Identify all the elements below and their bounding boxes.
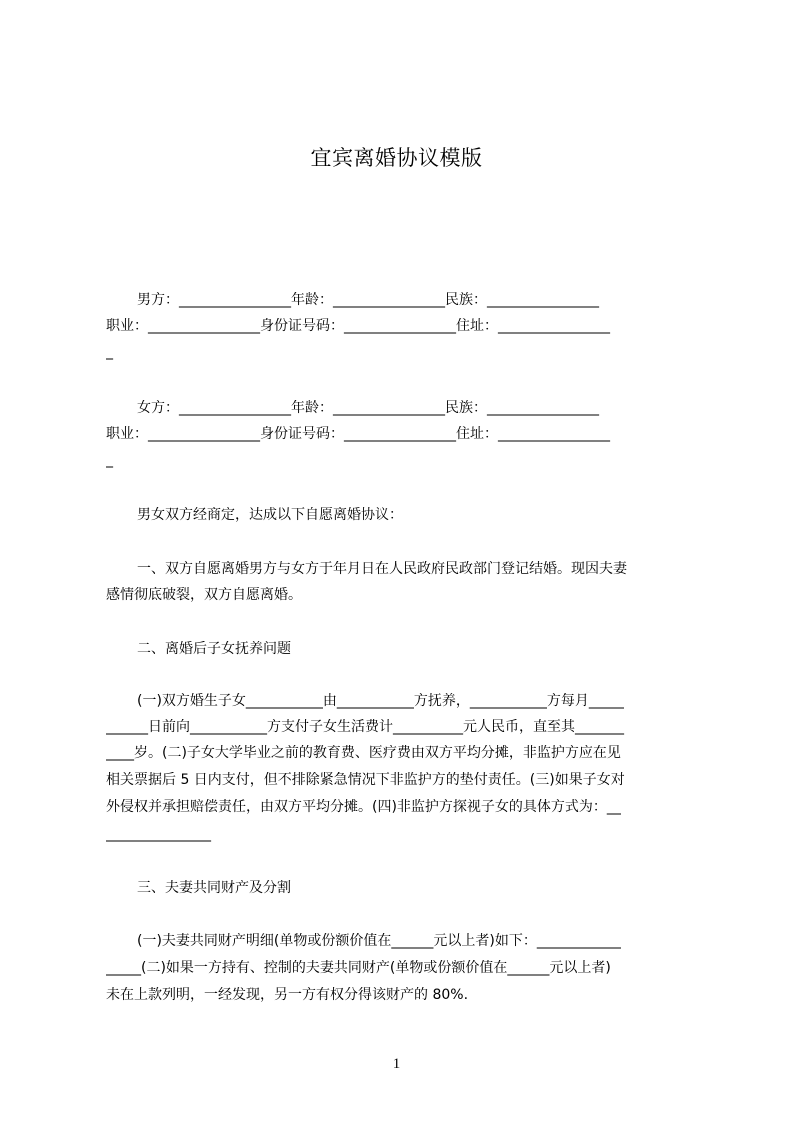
- section-2-heading: 二、离婚后子女抚养问题: [137, 641, 291, 657]
- male-info-line-2: 职业：________________身份证号码：________________住址：________________: [106, 318, 610, 334]
- section-3-line-1: (一)夫妻共同财产明细(单物或份额价值在______元以上者)如下：____________: [137, 933, 621, 949]
- section-2-line-1: (一)双方婚生子女___________由___________方抚养，___________方每月_____: [137, 693, 624, 709]
- section-2-line-4: 相关票据后 5 日内支付，但不排除紧急情况下非监护方的垫付责任。(三)如果子女对: [106, 772, 625, 788]
- female-info-line-1: 女方：________________年龄：________________民族：________________: [137, 400, 599, 416]
- male-info-line-1: 男方：________________年龄：________________民族：________________: [137, 292, 599, 308]
- section-3-line-2: _____(二)如果一方持有、控制的夫妻共同财产(单物或份额价值在______元以上者): [106, 960, 611, 976]
- page-number: 1: [392, 1056, 401, 1072]
- male-info-line-3: _: [106, 344, 113, 360]
- section-3-heading: 三、夫妻共同财产及分割: [137, 880, 291, 896]
- agreement-intro: 男女双方经商定，达成以下自愿离婚协议：: [137, 507, 403, 523]
- section-2-line-2: ______日前向___________方支付子女生活费计__________元人民币，直至其_______: [106, 719, 624, 735]
- section-2-line-5: 外侵权并承担赔偿责任，由双方平均分摊。(四)非监护方探视子女的具体方式为：__: [106, 799, 621, 815]
- document-title: 宜宾离婚协议模版: [310, 146, 483, 170]
- section-2-line-3: ____岁。(二)子女大学毕业之前的教育费、医疗费由双方平均分摊，非监护方应在见: [106, 745, 621, 761]
- female-info-line-3: _: [106, 452, 113, 468]
- section-3-line-3: 未在上款列明，一经发现，另一方有权分得该财产的 80%.: [106, 987, 469, 1003]
- female-info-line-2: 职业：________________身份证号码：________________住址：________________: [106, 426, 610, 442]
- clause-1-line-1: 一、双方自愿离婚男方与女方于年月日在人民政府民政部门登记结婚。现因夫妻: [137, 561, 627, 577]
- clause-1-line-2: 感情彻底破裂，双方自愿离婚。: [106, 587, 302, 603]
- section-2-line-6: _______________: [106, 826, 211, 842]
